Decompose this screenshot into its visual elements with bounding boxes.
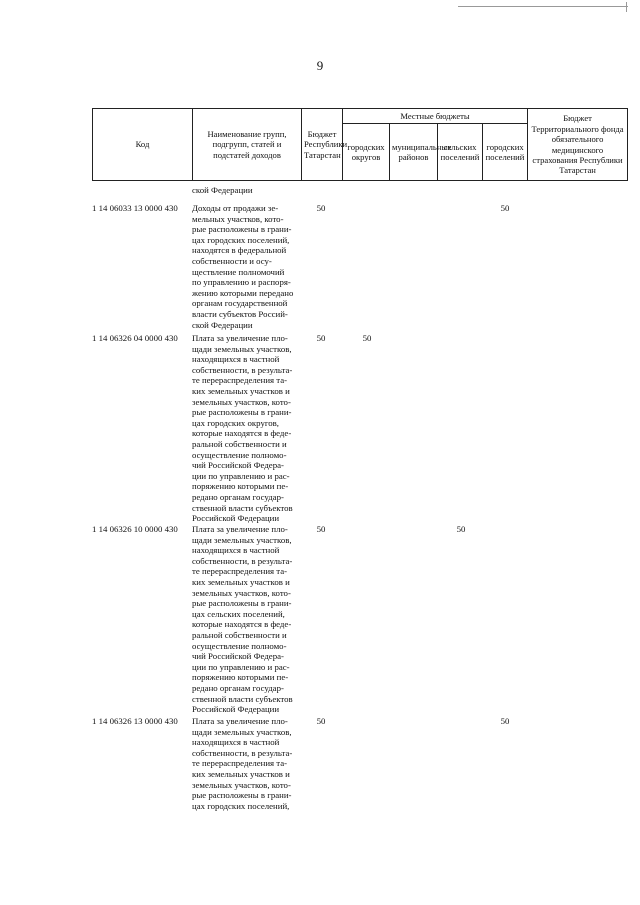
header-budget-rt: Бюджет Республики Татарстан [302, 109, 343, 181]
row-name: Доходы от продажи зе- мельных участков, кото- рые расположены в грани- цах городских поселений, находятся в федеральной собственности и осу- ществление полномочий по управлению и распоря- жению которыми передано органам государственной власти субъектов Россий- ской Федерации [192, 203, 294, 330]
header-city-districts: городских округов [343, 124, 390, 181]
row-budget-rt: 50 [316, 716, 326, 726]
header-name: Наименование групп, подгрупп, статей и подстатей доходов [193, 109, 302, 181]
header-municipal-districts: муниципальных районов [390, 124, 438, 181]
row-name: Плата за увеличение пло- щади земельных участков, находящихся в частной собственности, в результа- те перераспределения та- ких земельных участков и земельных участков, кото- рые расположены в грани- цах городских округов, которые находятся в феде- ральной собственности и осуществление полномо- чий Российской Федера- ции по управлению и рас- поряжению которыми пе- редано органам государ- ственной власти субъектов Российской Федерации [192, 333, 293, 524]
row-urban-settlements: 50 [500, 716, 510, 726]
page-number: 9 [316, 58, 324, 73]
row-code: 1 14 06033 13 0000 430 [92, 203, 178, 213]
header-urban-settlements: городских поселений [483, 124, 528, 181]
continuation-name: ской Федерации [192, 185, 253, 195]
header-local-budgets: Местные бюджеты [343, 109, 528, 124]
row-code: 1 14 06326 04 0000 430 [92, 333, 178, 343]
table-header [92, 108, 628, 181]
row-budget-rt: 50 [316, 203, 326, 213]
row-rural-settlements: 50 [456, 524, 466, 534]
row-urban-settlements: 50 [500, 203, 510, 213]
row-name: Плата за увеличение пло- щади земельных участков, находящихся в частной собственности, в результа- те перераспределения та- ких земельных участков и земельных участков, кото- рые расположены в грани- цах городских поселений, [192, 716, 293, 811]
header-territorial-fund: Бюджет Территориального фонда обязательного медицинского страхования Республики Татарстан [528, 109, 628, 181]
header-rural-settlements: сельских поселений [438, 124, 483, 181]
row-code: 1 14 06326 13 0000 430 [92, 716, 178, 726]
scan-edge-mark-vertical [626, 2, 627, 12]
row-city-districts: 50 [362, 333, 372, 343]
scan-edge-mark [458, 6, 628, 7]
row-code: 1 14 06326 10 0000 430 [92, 524, 178, 534]
row-budget-rt: 50 [316, 524, 326, 534]
header-code: Код [93, 109, 193, 181]
row-budget-rt: 50 [316, 333, 326, 343]
row-name: Плата за увеличение пло- щади земельных участков, находящихся в частной собственности, в результа- те перераспределения та- ких земельных участков и земельных участков, кото- рые расположены в грани- цах сельских поселений, которые находятся в феде- ральной собственности и осуществление полномо- чий Российской Федера- ции по управлению и рас- поряжению которыми пе- редано органам государ- ственной власти субъектов Российской Федерации [192, 524, 293, 715]
